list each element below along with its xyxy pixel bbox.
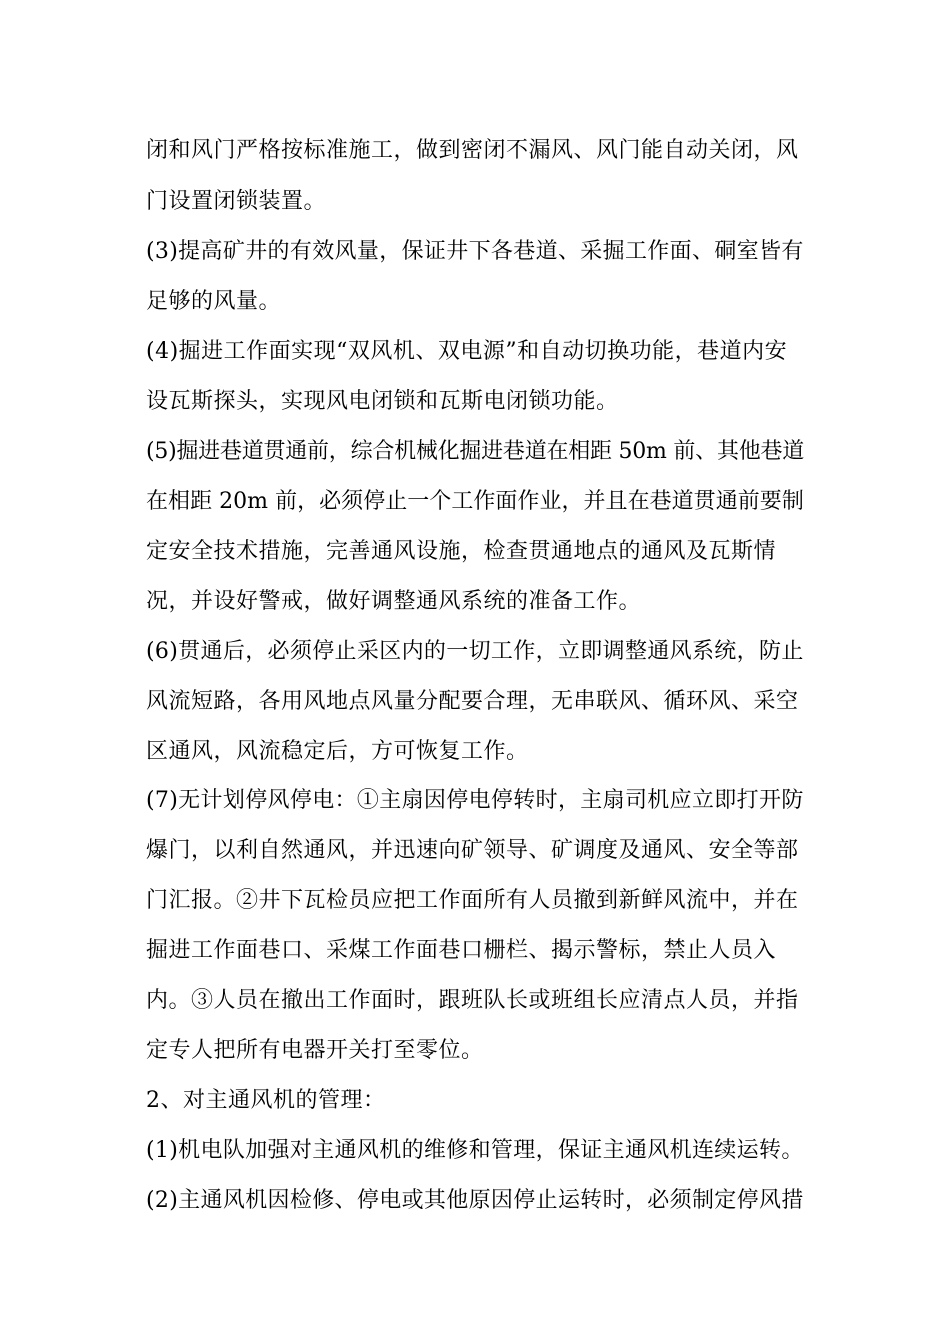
- text-line: 定安全技术措施，完善通风设施，检查贯通地点的通风及瓦斯情: [146, 539, 777, 564]
- text-line: 设瓦斯探头，实现风电闭锁和瓦斯电闭锁功能。: [146, 389, 619, 414]
- text-line: 掘进工作面巷口、采煤工作面巷口栅栏、揭示警标，禁止人员入: [146, 938, 777, 963]
- section-heading: 2、对主通风机的管理：: [146, 1088, 386, 1113]
- text-line: 门设置闭锁装置。: [146, 189, 327, 214]
- text-line: 区通风，风流稳定后，方可恢复工作。: [146, 739, 529, 764]
- text-line: 爆门，以利自然通风，并迅速向矿领导、矿调度及通风、安全等部: [146, 838, 799, 863]
- text-line: 风流短路，各用风地点风量分配要合理，无串联风、循环风、采空: [146, 689, 799, 714]
- text-line: 闭和风门严格按标准施工，做到密闭不漏风、风门能自动关闭，风: [146, 138, 799, 163]
- text-line: (1)机电队加强对主通风机的维修和管理，保证主通风机连续运转。: [146, 1138, 804, 1163]
- text-line: 内。③人员在撤出工作面时，跟班队长或班组长应清点人员，并指: [146, 988, 799, 1013]
- text-line: (5)掘进巷道贯通前，综合机械化掘进巷道在相距 50m 前、其他巷道: [146, 439, 805, 464]
- text-line: (7)无计划停风停电：①主扇因停电停转时，主扇司机应立即打开防: [146, 788, 804, 813]
- text-line: 门汇报。②井下瓦检员应把工作面所有人员撤到新鲜风流中，并在: [146, 888, 799, 913]
- text-line: (2)主通风机因检修、停电或其他原因停止运转时，必须制定停风措: [146, 1188, 804, 1213]
- text-line: 况，并设好警戒，做好调整通风系统的准备工作。: [146, 589, 642, 614]
- text-line: 定专人把所有电器开关打至零位。: [146, 1038, 484, 1063]
- text-line: (4)掘进工作面实现“双风机、双电源”和自动切换功能，巷道内安: [146, 339, 788, 364]
- text-line: 足够的风量。: [146, 289, 282, 314]
- text-line: (3)提高矿井的有效风量，保证井下各巷道、采掘工作面、硐室皆有: [146, 239, 804, 264]
- text-line: (6)贯通后，必须停止采区内的一切工作，立即调整通风系统，防止: [146, 639, 804, 664]
- text-line: 在相距 20m 前，必须停止一个工作面作业，并且在巷道贯通前要制: [146, 489, 804, 514]
